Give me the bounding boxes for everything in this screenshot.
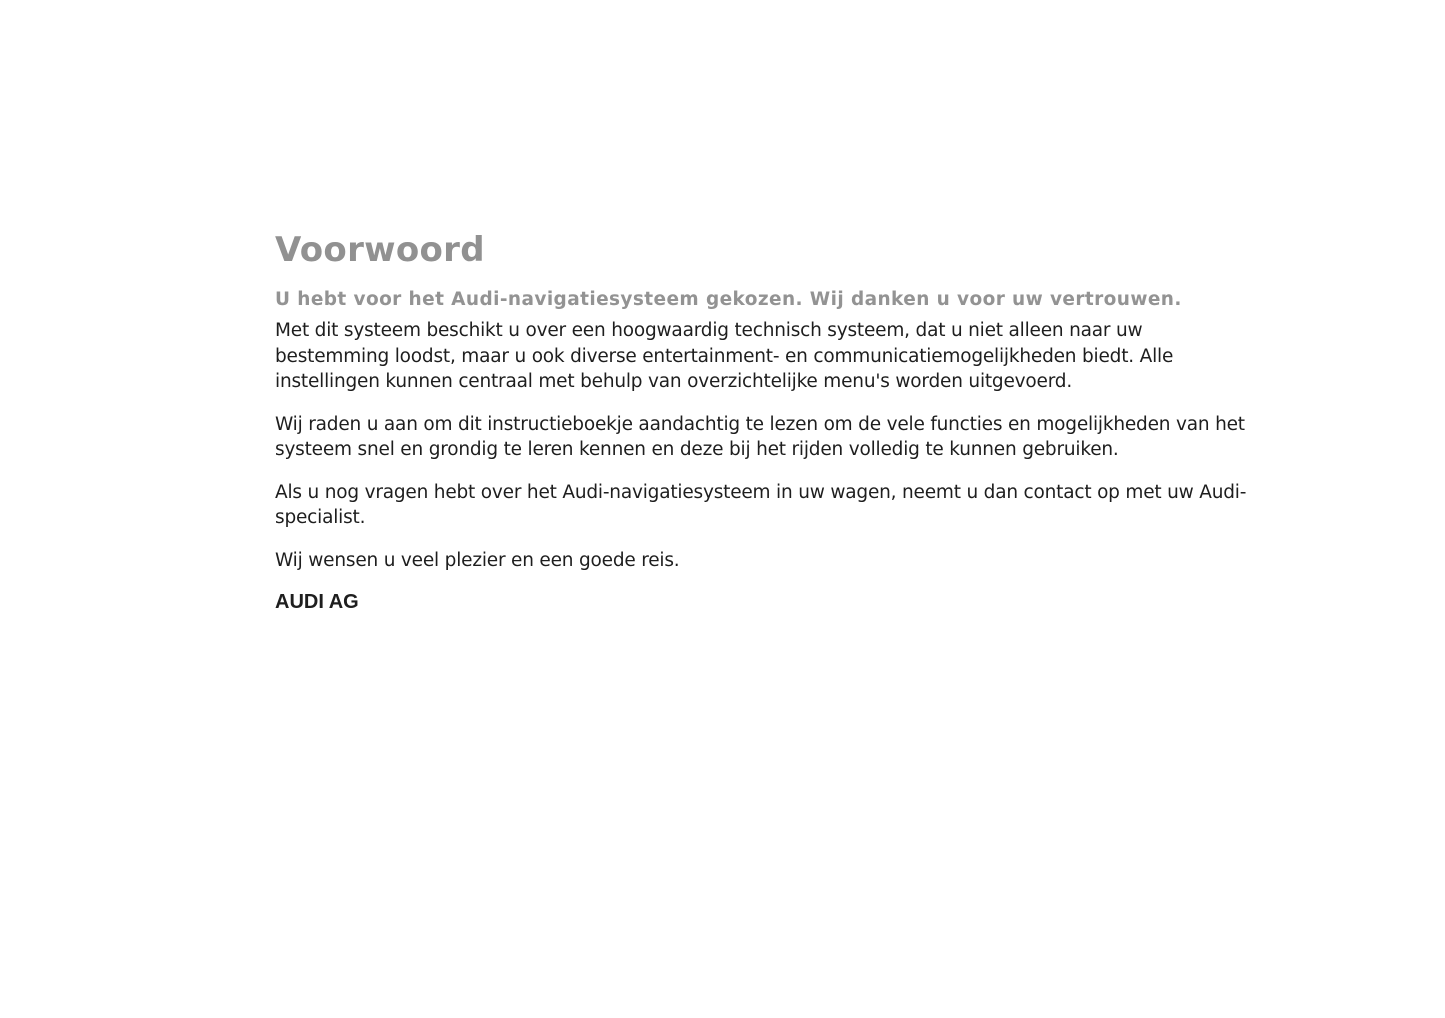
intro-subtitle: U hebt voor het Audi-navigatiesysteem gekozen. Wij danken u voor uw vertrouwen. — [275, 289, 1182, 310]
document-page — [275, 228, 1250, 615]
paragraph-reading-advice: Wij raden u aan om dit instructieboekje aandachtig te lezen om de vele functies en mogelijkheden van het systeem snel en grondig te leren kennen en deze bij het rijden volledig te kunnen gebruiken. — [275, 413, 1245, 460]
paragraph-system-description: Met dit systeem beschikt u over een hoogwaardig technisch systeem, dat u niet alleen naar uw bestemming loodst, maar u ook diverse entertainment- en communicatiemogelijkheden biedt. Alle instellingen kunnen centraal met behulp van overzichtelijke menu's worden uitgevoerd. — [275, 320, 1174, 392]
paragraph-contact-info: Als u nog vragen hebt over het Audi-navigatiesysteem in uw wagen, neemt u dan contact op met uw Audi-specialist. — [275, 481, 1247, 528]
page-title: Voorwoord — [275, 230, 485, 270]
paragraph-wishes: Wij wensen u veel plezier en een goede reis. — [275, 549, 680, 571]
signature: AUDI AG — [275, 591, 359, 613]
